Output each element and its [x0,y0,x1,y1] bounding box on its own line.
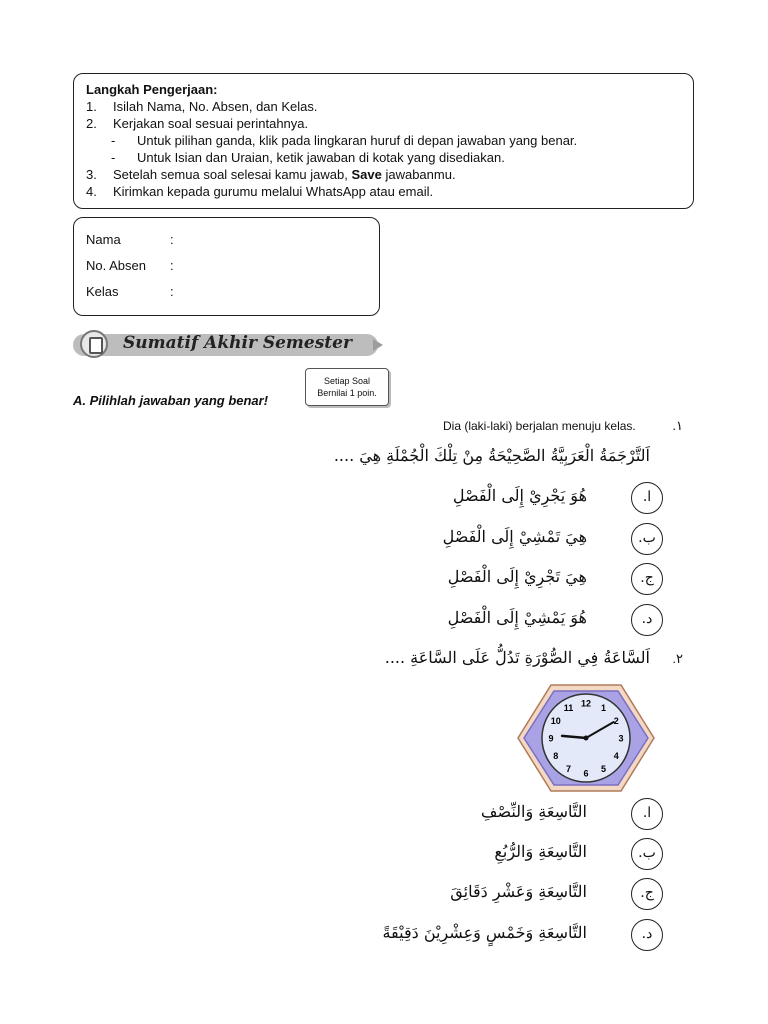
clock-number-8: 8 [553,751,559,761]
banner-title: Sumatif Akhir Semester [123,333,352,353]
question-1-prompt: اَلتَّرْجَمَةُ الْعَرَبِيَّةُ الصَّحِيْحَةُ مِنْ تِلْكَ الْجُمْلَةِ هِيَ .... [333,446,650,465]
clock-image [516,683,656,793]
option-letter-circle[interactable]: ا. [631,798,663,830]
clock-number-4: 4 [613,751,619,761]
question-2-number: ٢. [672,651,683,666]
notebook-icon [80,330,108,358]
clock-number-3: 3 [618,733,624,744]
clock-number-5: 5 [600,763,607,774]
option-letter-circle[interactable]: د. [631,919,663,951]
question-1-sentence: Dia (laki-laki) berjalan menuju kelas. [443,419,636,433]
clock-number-2: 2 [613,716,619,726]
clock-number-9: 9 [548,733,554,744]
option-letter-circle[interactable]: ج. [631,878,663,910]
banner-arrow-icon [373,339,383,351]
clock-number-7: 7 [565,763,572,774]
identity-box: Nama : No. Absen : Kelas : [73,217,380,316]
instructions-box: Langkah Pengerjaan: 1. Isilah Nama, No. Absen, dan Kelas. 2. Kerjakan soal sesuai perintahnya. - Untuk pilihan ganda, klik pada lingkaran huruf di depan jawaban yang benar. - Untuk Isian dan Uraian, ketik jawaban di kotak yang disediakan. 3. Setelah semua soal selesai kamu jawab, Save jawabanmu. 4. Kirimkan kepada gurumu melalui WhatsApp atau email. [73,73,694,209]
instructions-title: Langkah Pengerjaan: [86,82,218,97]
question-2-prompt: اَلسَّاعَةُ فِي الصُّوْرَةِ تَدُلُّ عَلَى السَّاعَةِ .... [384,648,650,667]
option-letter-circle[interactable]: ج. [631,563,663,595]
clock-number-12: 12 [580,698,592,709]
question-1-number: ١. [672,418,683,433]
option-letter-circle[interactable]: ب. [631,523,663,555]
option-letter-circle[interactable]: د. [631,604,663,636]
section-a-heading: A. Pilihlah jawaban yang benar! [73,393,269,408]
section-banner [73,329,391,361]
clock-number-10: 10 [550,716,561,726]
clock-number-1: 1 [600,703,607,714]
score-note: Setiap Soal Bernilai 1 poin. [305,368,389,406]
clock-number-11: 11 [563,703,574,714]
clock-number-6: 6 [583,768,589,779]
option-letter-circle[interactable]: ب. [631,838,663,870]
save-keyword: Save [351,167,382,182]
option-letter-circle[interactable]: ا. [631,482,663,514]
